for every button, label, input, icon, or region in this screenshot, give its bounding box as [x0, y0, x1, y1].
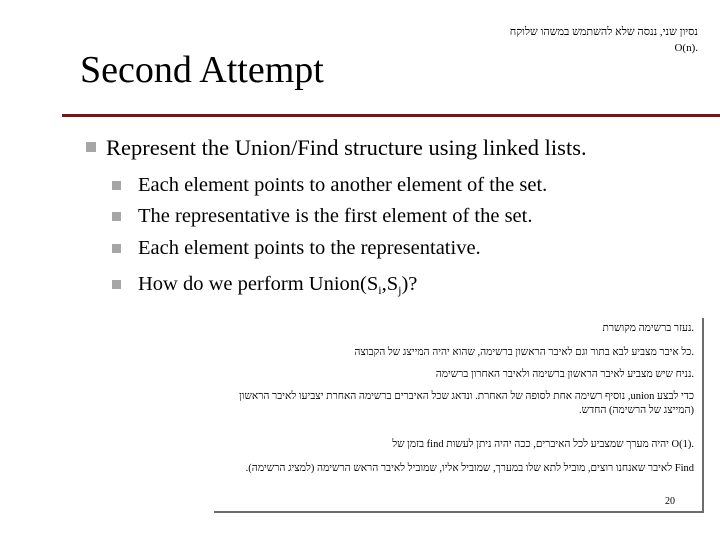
- square-bullet-icon: [86, 142, 96, 152]
- union-question-text: [138, 271, 417, 297]
- union-question-prefix: How do we perform Union(S: [138, 273, 379, 295]
- speaker-notes-box: [212, 316, 702, 511]
- square-bullet-icon: [112, 280, 121, 289]
- union-question-comma: ,S: [381, 273, 399, 295]
- square-bullet-icon: [112, 212, 121, 221]
- subscript-j: j: [398, 283, 402, 297]
- notes-paragraph: .נעזר ברשימה מקושרת: [602, 323, 694, 334]
- title-divider: [62, 114, 720, 117]
- page-number: 20: [665, 496, 675, 507]
- sub-bullet-text: The representative is the first element of the set.: [138, 205, 533, 227]
- header-note-line: .O(n): [674, 42, 698, 54]
- header-note: [440, 24, 698, 56]
- notes-paragraph: כדי לבצע union, נוסיף רשימה אחת לסופה של האחרת. ונדאג שכל האיברים ברשימה האחרת יצביעו לאיבר הראשון (המייצג של הרשימה) החדש.: [239, 391, 694, 416]
- slide-title: Second Attempt: [80, 49, 324, 91]
- square-bullet-icon: [112, 244, 121, 253]
- header-note-line: נסיון שני, ננסה שלא להשתמש במשהו שלוקח: [509, 26, 698, 38]
- sub-bullet-text: Each element points to the representative.: [138, 237, 481, 259]
- union-question-suffix: )?: [401, 273, 418, 295]
- notes-paragraph: .O(1) יהיה מערך שמצביע לכל האיברים, ככה יהיה ניתן לעשות find בזמן של: [392, 439, 694, 450]
- subscript-i: i: [378, 283, 382, 297]
- notes-paragraph: .נניח שיש מצביע לאיבר הראשון ברשימה ולאיבר האחרון ברשימה: [435, 369, 694, 380]
- notes-paragraph: Find לאיבר שאנחנו רוצים, מוביל לתא שלו במערך, שמוביל אליו, שמוביל לאיבר הראש הרשימה (למציג הרשימה).: [245, 463, 694, 474]
- notes-paragraph: .כל איבר מצביע לבא בתור וגם לאיבר הראשון ברשימה, שהוא יהיה המייצג של הקבוצה: [354, 347, 694, 358]
- square-bullet-icon: [112, 181, 121, 190]
- main-bullet-text: Represent the Union/Find structure using linked lists.: [106, 135, 587, 160]
- sub-bullet-text: Each element points to another element of the set.: [138, 174, 548, 196]
